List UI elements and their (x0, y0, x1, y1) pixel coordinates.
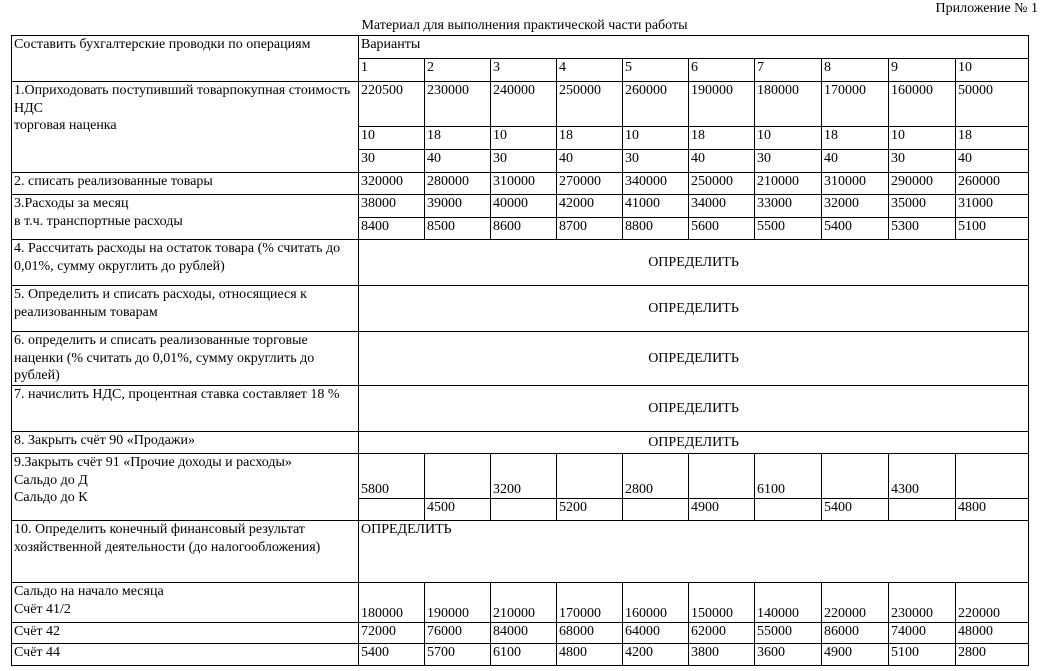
acc42-cell: 86000 (822, 623, 889, 644)
vat-cell: 18 (822, 127, 889, 150)
variant-number: 10 (956, 59, 1029, 82)
transport-cell: 8600 (491, 218, 557, 240)
sales-cell: 320000 (359, 173, 425, 195)
op10-text: 10. Определить конечный финансовый результат хозяйственной деятельности (до налогообложения) (12, 521, 359, 583)
vat-cell: 18 (557, 127, 623, 150)
sales-cell: 290000 (889, 173, 956, 195)
transport-cell: 8700 (557, 218, 623, 240)
debit-cell (689, 454, 755, 499)
variant-number: 5 (623, 59, 689, 82)
credit-cell: 5200 (557, 499, 623, 521)
markup-cell: 40 (425, 150, 491, 173)
vat-cell: 18 (425, 127, 491, 150)
op4-row (12, 240, 1029, 286)
vat-cell: 10 (491, 127, 557, 150)
transport-cell: 5300 (889, 218, 956, 240)
op3-expenses-row (12, 195, 1029, 218)
cost-cell: 240000 (491, 82, 557, 127)
sales-cell: 280000 (425, 173, 491, 195)
acc42-cell: 48000 (956, 623, 1029, 644)
cost-cell: 220500 (359, 82, 425, 127)
expense-cell: 31000 (956, 195, 1029, 218)
acc42-label: Счёт 42 (12, 623, 359, 644)
vat-cell: 18 (689, 127, 755, 150)
acc42-cell: 84000 (491, 623, 557, 644)
acc44-label: Счёт 44 (12, 644, 359, 666)
markup-cell: 40 (689, 150, 755, 173)
expense-cell: 32000 (822, 195, 889, 218)
balance-text: Сальдо на начало месяца Счёт 41/2 (12, 583, 359, 623)
sales-cell: 250000 (689, 173, 755, 195)
acc41-cell: 190000 (425, 583, 491, 623)
acc41-cell: 230000 (889, 583, 956, 623)
expense-cell: 41000 (623, 195, 689, 218)
cost-cell: 260000 (623, 82, 689, 127)
variant-number: 3 (491, 59, 557, 82)
vat-cell: 10 (623, 127, 689, 150)
expense-cell: 42000 (557, 195, 623, 218)
op3-text: 3.Расходы за месяц в т.ч. транспортные расходы (12, 195, 359, 240)
op1-cost-row (12, 82, 1029, 127)
sales-cell: 270000 (557, 173, 623, 195)
variant-number: 9 (889, 59, 956, 82)
acc41-cell: 180000 (359, 583, 425, 623)
op9-text: 9.Закрыть счёт 91 «Прочие доходы и расходы» Сальдо до Д Сальдо до К (12, 454, 359, 521)
debit-cell: 2800 (623, 454, 689, 499)
op6-determine: ОПРЕДЕЛИТЬ (359, 332, 1029, 386)
vat-cell: 10 (889, 127, 956, 150)
transport-cell: 8500 (425, 218, 491, 240)
credit-cell: 4900 (689, 499, 755, 521)
transport-cell: 5600 (689, 218, 755, 240)
op6-row (12, 332, 1029, 386)
acc44-cell: 5700 (425, 644, 491, 666)
markup-cell: 40 (822, 150, 889, 173)
variant-number: 8 (822, 59, 889, 82)
op7-determine: ОПРЕДЕЛИТЬ (359, 386, 1029, 432)
credit-cell (889, 499, 956, 521)
vat-cell: 10 (359, 127, 425, 150)
variant-number: 2 (425, 59, 491, 82)
acc44-cell: 3800 (689, 644, 755, 666)
debit-cell (557, 454, 623, 499)
op2-row (12, 173, 1029, 195)
op10-row (12, 521, 1029, 583)
debit-cell: 4300 (889, 454, 956, 499)
transport-cell: 5400 (822, 218, 889, 240)
acc41-cell: 140000 (755, 583, 822, 623)
cost-cell: 250000 (557, 82, 623, 127)
op9-debit-row (12, 454, 1029, 499)
acc42-cell: 62000 (689, 623, 755, 644)
acc44-cell: 4200 (623, 644, 689, 666)
acc41-cell: 210000 (491, 583, 557, 623)
acc42-row (12, 623, 1029, 644)
credit-cell: 5400 (822, 499, 889, 521)
debit-cell: 3200 (491, 454, 557, 499)
op5-row (12, 286, 1029, 332)
operations-header: Составить бухгалтерские проводки по операциям (12, 36, 359, 82)
op4-text: 4. Рассчитать расходы на остаток товара (% считать до 0,01%, сумму округлить до рублей) (12, 240, 359, 286)
cost-cell: 230000 (425, 82, 491, 127)
acc44-cell: 5400 (359, 644, 425, 666)
debit-cell: 6100 (755, 454, 822, 499)
transport-cell: 5500 (755, 218, 822, 240)
op8-determine: ОПРЕДЕЛИТЬ (359, 432, 1029, 454)
acc41-cell: 170000 (557, 583, 623, 623)
markup-cell: 40 (557, 150, 623, 173)
acc42-cell: 64000 (623, 623, 689, 644)
credit-cell: 4800 (956, 499, 1029, 521)
acc44-cell: 2800 (956, 644, 1029, 666)
sales-cell: 310000 (491, 173, 557, 195)
acc44-cell: 4800 (557, 644, 623, 666)
cost-cell: 50000 (956, 82, 1029, 127)
acc44-cell: 3600 (755, 644, 822, 666)
acc41-cell: 220000 (956, 583, 1029, 623)
op8-text: 8. Закрыть счёт 90 «Продажи» (12, 432, 359, 454)
expense-cell: 39000 (425, 195, 491, 218)
op8-row (12, 432, 1029, 454)
sales-cell: 340000 (623, 173, 689, 195)
header-row (12, 36, 1029, 59)
variant-number: 1 (359, 59, 425, 82)
vat-cell: 10 (755, 127, 822, 150)
markup-cell: 30 (359, 150, 425, 173)
acc42-cell: 74000 (889, 623, 956, 644)
expense-cell: 33000 (755, 195, 822, 218)
acc41-cell: 150000 (689, 583, 755, 623)
markup-cell: 30 (491, 150, 557, 173)
acc44-cell: 5100 (889, 644, 956, 666)
acc41-row (12, 583, 1029, 623)
acc42-cell: 68000 (557, 623, 623, 644)
op7-row (12, 386, 1029, 432)
markup-cell: 30 (755, 150, 822, 173)
sales-cell: 310000 (822, 173, 889, 195)
assignment-table (11, 35, 1029, 666)
credit-cell (491, 499, 557, 521)
acc41-cell: 160000 (623, 583, 689, 623)
cost-cell: 190000 (689, 82, 755, 127)
expense-cell: 34000 (689, 195, 755, 218)
variant-number: 4 (557, 59, 623, 82)
markup-cell: 40 (956, 150, 1029, 173)
debit-cell (822, 454, 889, 499)
debit-cell (425, 454, 491, 499)
expense-cell: 40000 (491, 195, 557, 218)
op1-text: 1.Оприходовать поступивший товарпокупная стоимость НДС торговая наценка (12, 82, 359, 173)
appendix-label: Приложение № 1 (935, 1, 1038, 16)
transport-cell: 8800 (623, 218, 689, 240)
markup-cell: 30 (623, 150, 689, 173)
op6-text: 6. определить и списать реализованные торговые наценки (% считать до 0,01%, сумму округлить до рублей) (12, 332, 359, 386)
transport-cell: 8400 (359, 218, 425, 240)
debit-cell (956, 454, 1029, 499)
credit-cell: 4500 (425, 499, 491, 521)
cost-cell: 170000 (822, 82, 889, 127)
credit-cell (623, 499, 689, 521)
acc42-cell: 55000 (755, 623, 822, 644)
acc42-cell: 76000 (425, 623, 491, 644)
op10-determine: ОПРЕДЕЛИТЬ (359, 521, 1029, 583)
variant-number: 6 (689, 59, 755, 82)
cost-cell: 160000 (889, 82, 956, 127)
expense-cell: 35000 (889, 195, 956, 218)
vat-cell: 18 (956, 127, 1029, 150)
acc44-cell: 4900 (822, 644, 889, 666)
variants-header: Варианты (359, 36, 1029, 59)
transport-cell: 5100 (956, 218, 1029, 240)
op2-text: 2. списать реализованные товары (12, 173, 359, 195)
op5-determine: ОПРЕДЕЛИТЬ (359, 286, 1029, 332)
acc44-cell: 6100 (491, 644, 557, 666)
op7-text: 7. начислить НДС, процентная ставка составляет 18 % (12, 386, 359, 432)
document-title: Материал для выполнения практической части работы (361, 18, 688, 33)
acc42-cell: 72000 (359, 623, 425, 644)
expense-cell: 38000 (359, 195, 425, 218)
variant-number: 7 (755, 59, 822, 82)
markup-cell: 30 (889, 150, 956, 173)
op5-text: 5. Определить и списать расходы, относящиеся к реализованным товарам (12, 286, 359, 332)
acc44-row (12, 644, 1029, 666)
cost-cell: 180000 (755, 82, 822, 127)
credit-cell (755, 499, 822, 521)
credit-cell (359, 499, 425, 521)
op4-determine: ОПРЕДЕЛИТЬ (359, 240, 1029, 286)
sales-cell: 210000 (755, 173, 822, 195)
debit-cell: 5800 (359, 454, 425, 499)
sales-cell: 260000 (956, 173, 1029, 195)
acc41-cell: 220000 (822, 583, 889, 623)
